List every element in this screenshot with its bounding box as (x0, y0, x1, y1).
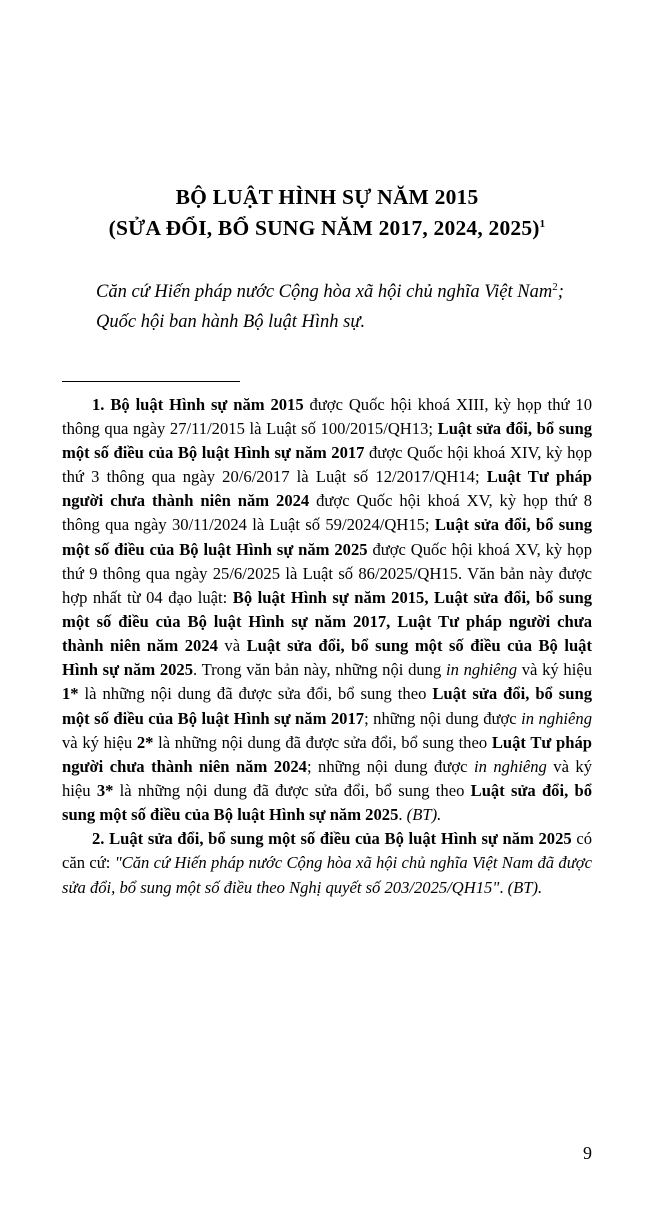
footnote-separator (62, 381, 240, 382)
title-line-2-text: (SỬA ĐỔI, BỔ SUNG NĂM 2017, 2024, 2025) (108, 216, 540, 241)
preamble-line-1 (62, 278, 592, 307)
page-title (62, 182, 592, 244)
title-line-2 (62, 213, 592, 244)
footnotes-block (62, 393, 592, 900)
preamble-line-2: Quốc hội ban hành Bộ luật Hình sự. (96, 311, 366, 332)
preamble-footnote-marker: 2 (552, 281, 558, 294)
title-footnote-marker: 1 (539, 218, 546, 231)
preamble-line-1-end: ; (557, 282, 564, 303)
footnote-1: 1. Bộ luật Hình sự năm 2015 được Quốc hội khoá XIII, kỳ họp thứ 10 thông qua ngày 27/11/2015 là Luật số 100/2015/QH13; Luật sửa đổi, bổ sung một số điều của Bộ luật Hình sự năm 2017 được Quốc hội khoá XIV, kỳ họp thứ 3 thông qua ngày 20/6/2017 là Luật số 12/2017/QH14; Luật Tư pháp người chưa thành niên năm 2024 được Quốc hội khoá XV, kỳ họp thứ 8 thông qua ngày 30/11/2024 là Luật số 59/2024/QH15; Luật sửa đổi, bổ sung một số điều của Bộ luật Hình sự năm 2025 được Quốc hội khoá XV, kỳ họp thứ 9 thông qua ngày 25/6/2025 là Luật số 86/2025/QH15. Văn bản này được hợp nhất từ 04 đạo luật: Bộ luật Hình sự năm 2015, Luật sửa đổi, bổ sung một số điều của Bộ luật Hình sự năm 2017, Luật Tư pháp người chưa thành niên năm 2024 và Luật sửa đổi, bổ sung một số điều của Bộ luật Hình sự năm 2025. Trong văn bản này, những nội dung in nghiêng và ký hiệu 1* là những nội dung đã được sửa đổi, bổ sung theo Luật sửa đổi, bổ sung một số điều của Bộ luật Hình sự năm 2017; những nội dung được in nghiêng và ký hiệu 2* là những nội dung đã được sửa đổi, bổ sung theo Luật Tư pháp người chưa thành niên năm 2024; những nội dung được in nghiêng và ký hiệu 3* là những nội dung đã được sửa đổi, bổ sung theo Luật sửa đổi, bổ sung một số điều của Bộ luật Hình sự năm 2025. (BT). (62, 394, 593, 825)
preamble-line-1-text: Căn cứ Hiến pháp nước Cộng hòa xã hội chủ nghĩa Việt Nam (96, 282, 553, 303)
page-number: 9 (583, 1143, 592, 1163)
title-line-1: BỘ LUẬT HÌNH SỰ NĂM 2015 (175, 185, 479, 209)
preamble-block (62, 278, 592, 336)
document-page (0, 182, 654, 1206)
footnote-2: 2. Luật sửa đổi, bổ sung một số điều của Bộ luật Hình sự năm 2025 có căn cứ: "Căn cứ Hiến pháp nước Cộng hòa xã hội chủ nghĩa Việt Nam đã được sửa đổi, bổ sung một số điều theo Nghị quyết số 203/2025/QH15". (BT). (62, 829, 593, 897)
